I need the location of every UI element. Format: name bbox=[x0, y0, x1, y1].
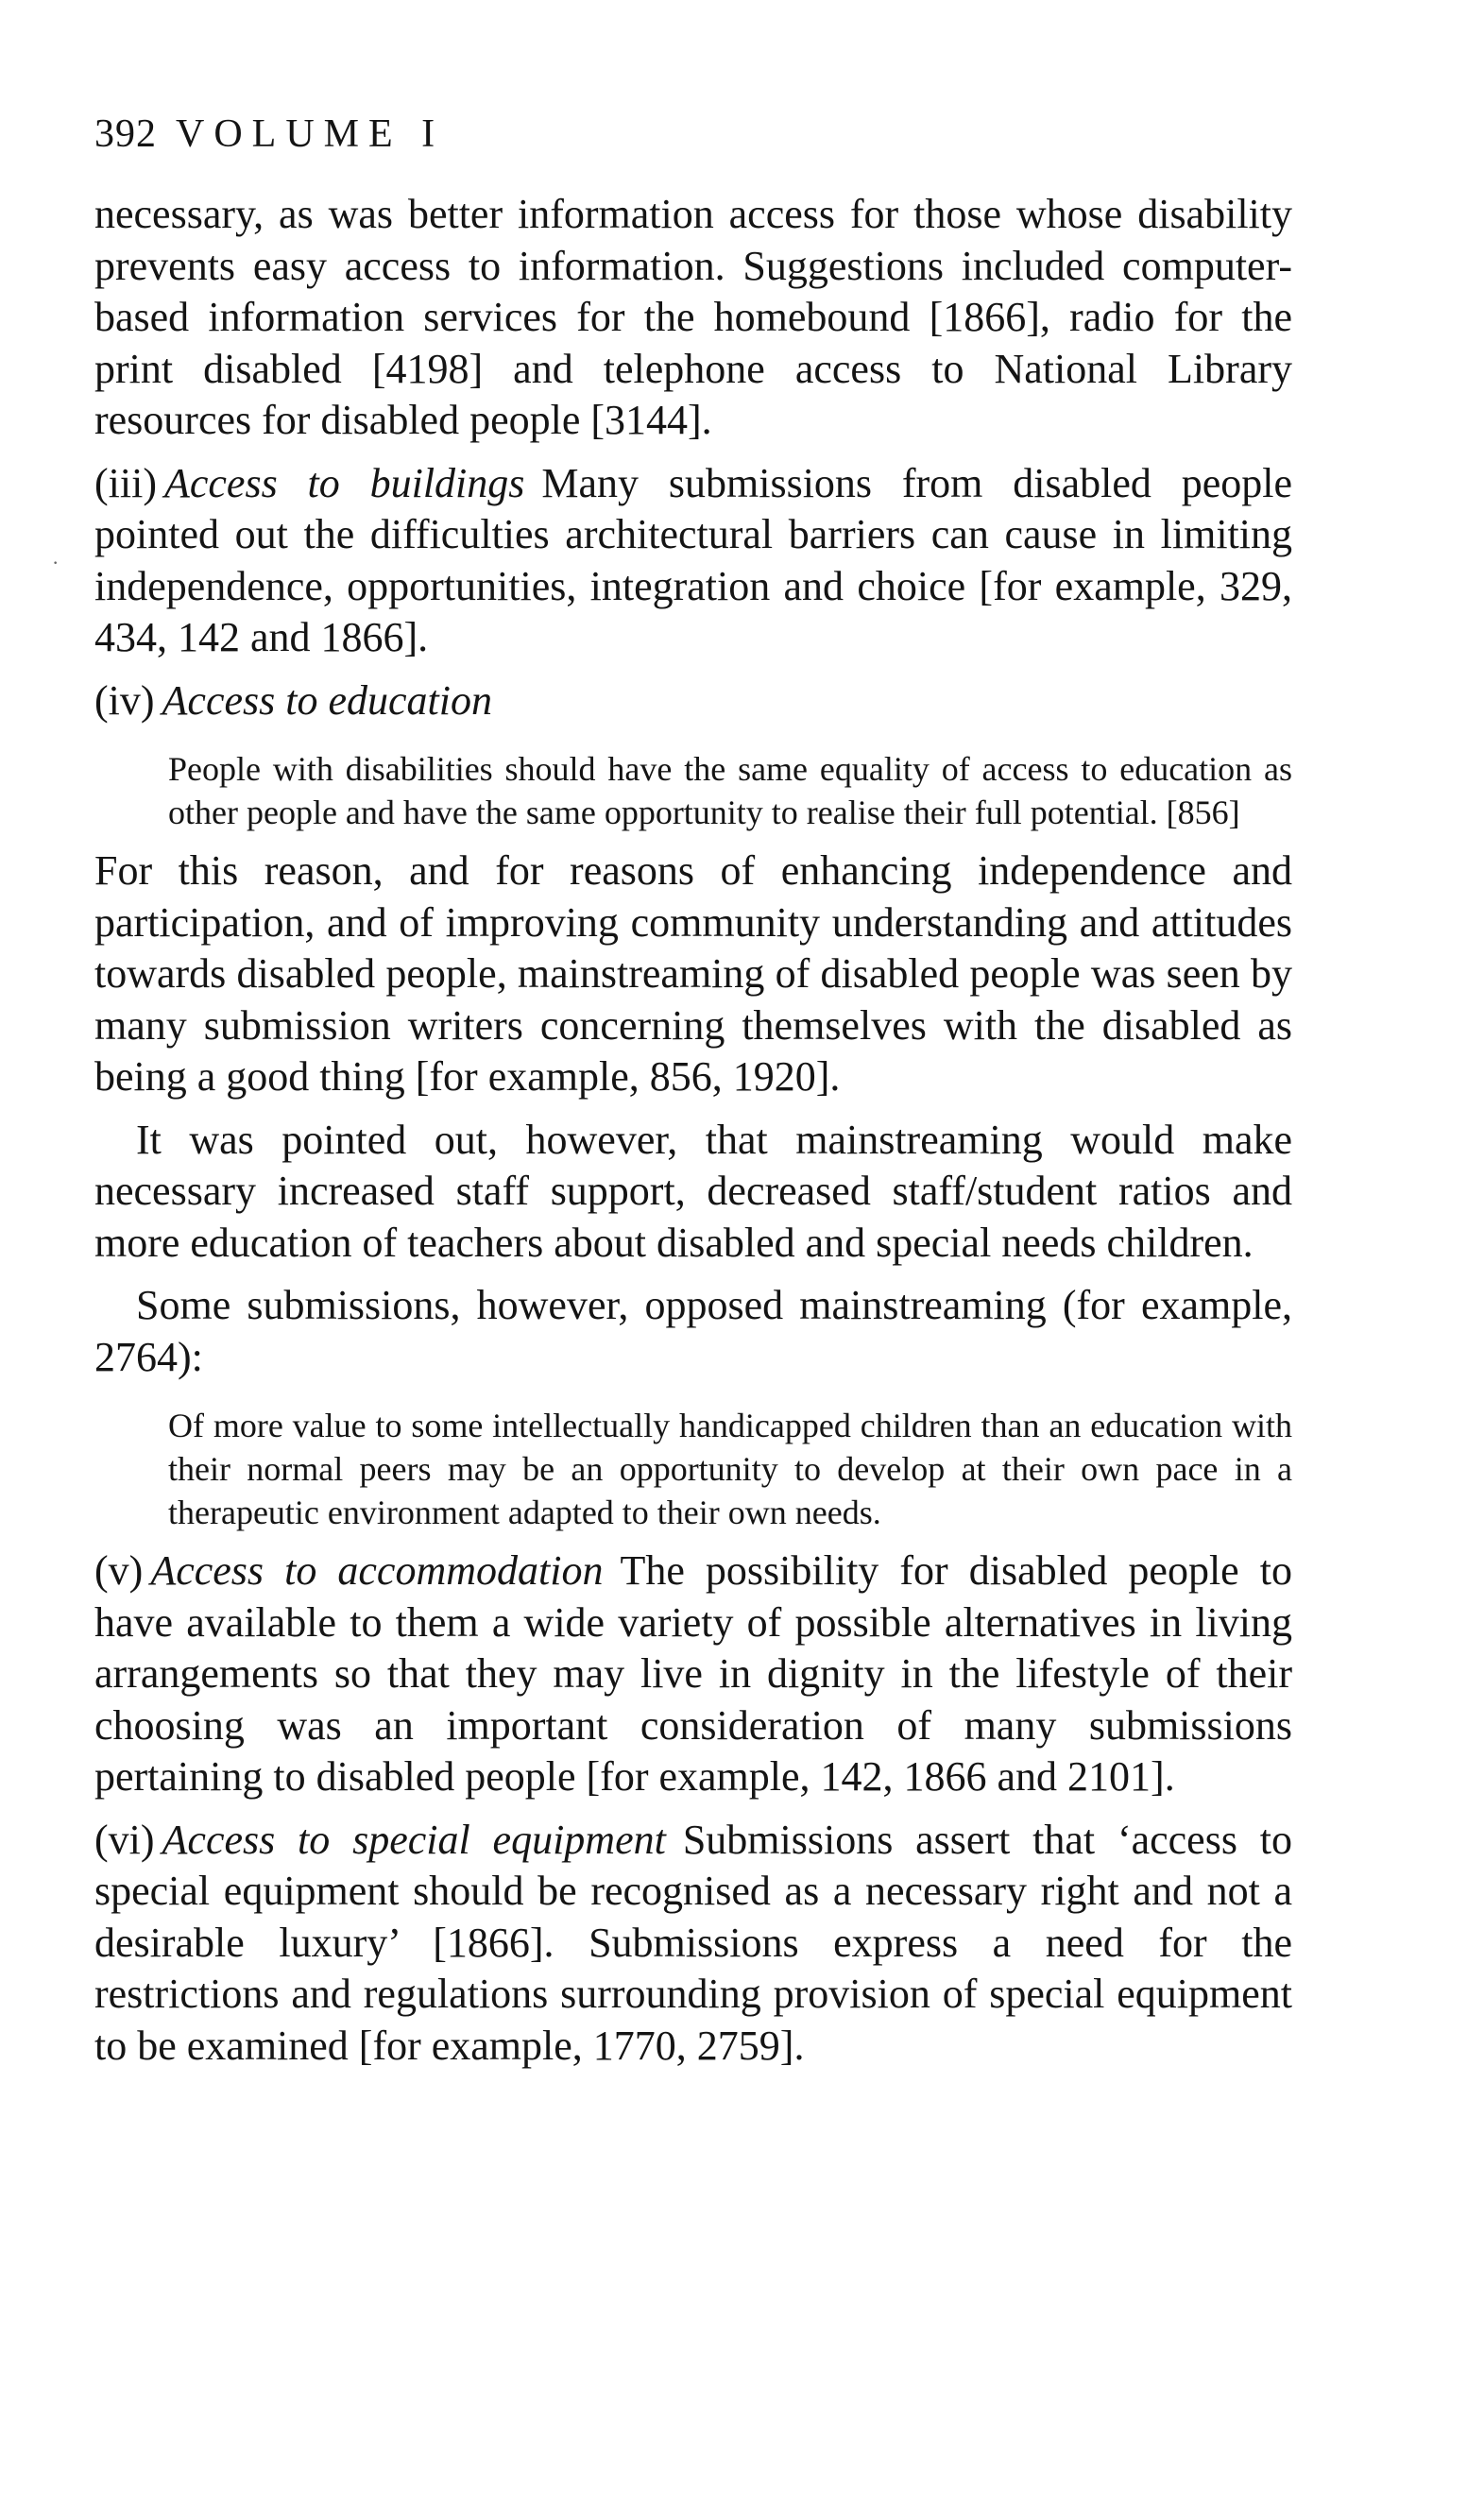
section-number: (iii) bbox=[94, 459, 157, 506]
volume-label: VOLUME I bbox=[176, 112, 445, 156]
margin-mark: · bbox=[52, 551, 60, 574]
section-title: Access to buildings bbox=[163, 459, 525, 506]
section-title: Access to education bbox=[162, 676, 492, 724]
block-quote-education: People with disabilities should have the same equality of access to education as other people and have the same opportunity to realise their full potential. [856] bbox=[168, 750, 1292, 831]
section-title: Access to special equipment bbox=[162, 1816, 666, 1863]
block-quote-therapeutic: Of more value to some intellectually handicapped children than an education with their normal peers may be an opportunity to develop at their own pace in a therapeutic environment adapted to their own needs. bbox=[168, 1407, 1292, 1531]
section-access-to-buildings bbox=[94, 458, 1292, 664]
paragraph-opposed-mainstreaming: Some submissions, however, opposed mainstreaming (for example, 2764): bbox=[94, 1282, 1292, 1380]
section-text: Many submissions from disabled people pointed out the difficulties architectural barriers can cause in limiting independence, opportunities, integration and choice [for example, 329, 434, 142 and 1866]. bbox=[94, 459, 1292, 660]
page-number: 392 bbox=[94, 112, 157, 156]
paragraph-mainstreaming-needs: It was pointed out, however, that mainstreaming would make necessary increased staff support, decreased staff/student ratios and more education of teachers about disabled and special needs children. bbox=[94, 1116, 1292, 1266]
section-text: Submissions assert that ‘access to special equipment should be recognised as a necessary right and not a desirable luxury’ [1866]. Submissions express a need for the restrictions and regulations surrounding provision of special equipment to be examined [for example, 1770, 2759]. bbox=[94, 1816, 1292, 2069]
section-access-to-education bbox=[94, 675, 1292, 727]
page-body bbox=[94, 189, 1292, 2072]
running-header bbox=[94, 111, 444, 157]
paragraph-information-access: necessary, as was better information access for those whose disability prevents easy access to information. Suggestions included computer-based information services for the homebound [1866], radio for the print disabled [4198] and telephone access to National Library resources for disabled people [3144]. bbox=[94, 191, 1292, 443]
section-title: Access to accommodation bbox=[150, 1547, 604, 1594]
section-access-to-special-equipment bbox=[94, 1815, 1292, 2073]
section-number: (vi) bbox=[94, 1816, 155, 1863]
section-number: (iv) bbox=[94, 676, 155, 724]
section-access-to-accommodation bbox=[94, 1545, 1292, 1803]
paragraph-mainstreaming: For this reason, and for reasons of enhancing independence and participation, and of improving community understanding and attitudes towards disabled people, mainstreaming of disabled people was seen by many submission writers concerning themselves with the disabled as being a good thing [for example, 856, 1920]. bbox=[94, 847, 1292, 1100]
section-number: (v) bbox=[94, 1547, 144, 1594]
section-text: The possibility for disabled people to have available to them a wide variety of possible alternatives in living arrangements so that they may live in dignity in the lifestyle of their choosing was an important consideration of many submissions pertaining to disabled people [for example, 142, 1866 and 2101]. bbox=[94, 1547, 1293, 1800]
